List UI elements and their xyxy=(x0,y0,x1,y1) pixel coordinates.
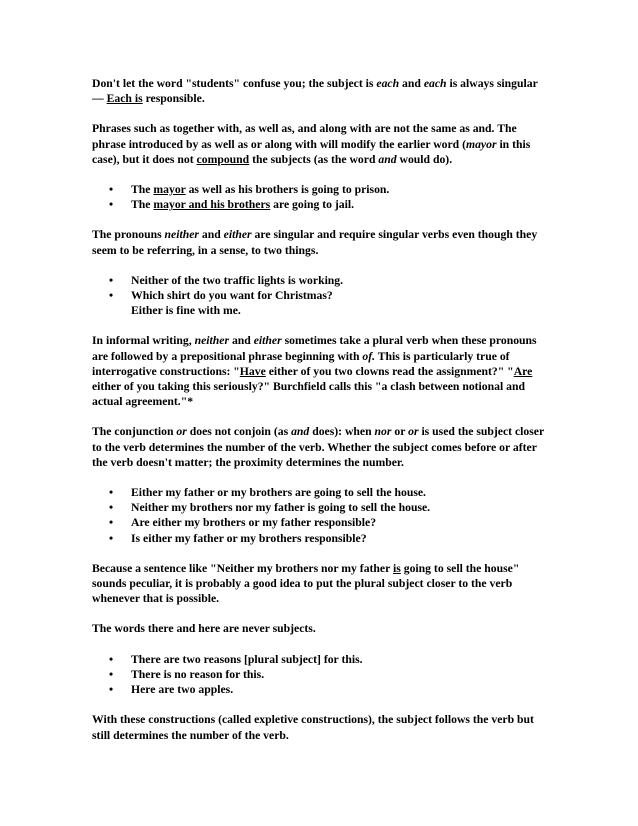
paragraph-informal-writing: In informal writing, neither and either sometimes take a plural verb when these pronouns are followed by a prepositional phrase beginning with of. This is particularly true of interrogative constructions: "Have either of you two clowns read the assignment?" "Are either of you taking this seriously?" Burchfield calls this "a clash between notional and actual agreement."* xyxy=(92,334,537,409)
paragraph-phrases: Phrases such as together with, as well as, and along with are not the same as and. The phrase introduced by as well as or along with will modify the earlier word (mayor in this case), but it does not compound the subjects (as the word and would do). xyxy=(92,122,531,166)
list-mayor-examples xyxy=(92,182,552,212)
paragraph-expletive-constructions: With these constructions (called expletive constructions), the subject follows the verb but still determines the number of the verb. xyxy=(92,713,534,742)
list-proximity-examples xyxy=(92,485,552,546)
paragraph-conjunction-or: The conjunction or does not conjoin (as and does): when nor or or is used the subject closer to the verb determines the number of the verb. Whether the subject comes before or after the verb doesn't matter; the proximity determines the number. xyxy=(92,425,544,469)
list-item: • Either my father or my brothers are going to sell the house. xyxy=(131,485,552,500)
paragraph-each-singular: Don't let the word "students" confuse you; the subject is each and each is always singular — Each is responsible. xyxy=(92,77,538,106)
list-expletive-examples xyxy=(92,652,552,698)
paragraph-there-here: The words there and here are never subjects. xyxy=(92,622,316,636)
list-item: • Are either my brothers or my father responsible? xyxy=(131,515,552,530)
list-either-examples xyxy=(92,273,552,319)
list-item: • There is no reason for this. xyxy=(131,667,552,682)
paragraph-neither-either: The pronouns neither and either are singular and require singular verbs even though they seem to be referring, in a sense, to two things. xyxy=(92,228,538,257)
list-item: • The mayor and his brothers are going to jail. xyxy=(131,197,552,212)
list-item: • Neither my brothers nor my father is going to sell the house. xyxy=(131,500,552,515)
list-item: • Neither of the two traffic lights is working. xyxy=(131,273,552,288)
list-item: • There are two reasons [plural subject] for this. xyxy=(131,652,552,667)
list-item: • The mayor as well as his brothers is going to prison. xyxy=(131,182,552,197)
list-item: • Is either my father or my brothers responsible? xyxy=(131,531,552,546)
list-item: • Which shirt do you want for Christmas? Either is fine with me. xyxy=(131,288,552,318)
document-page xyxy=(92,76,552,758)
list-item: • Here are two apples. xyxy=(131,682,552,697)
paragraph-peculiar-sentence: Because a sentence like "Neither my brothers nor my father is going to sell the house" sounds peculiar, it is probably a good idea to put the plural subject closer to the verb whenever that is possible. xyxy=(92,561,520,606)
